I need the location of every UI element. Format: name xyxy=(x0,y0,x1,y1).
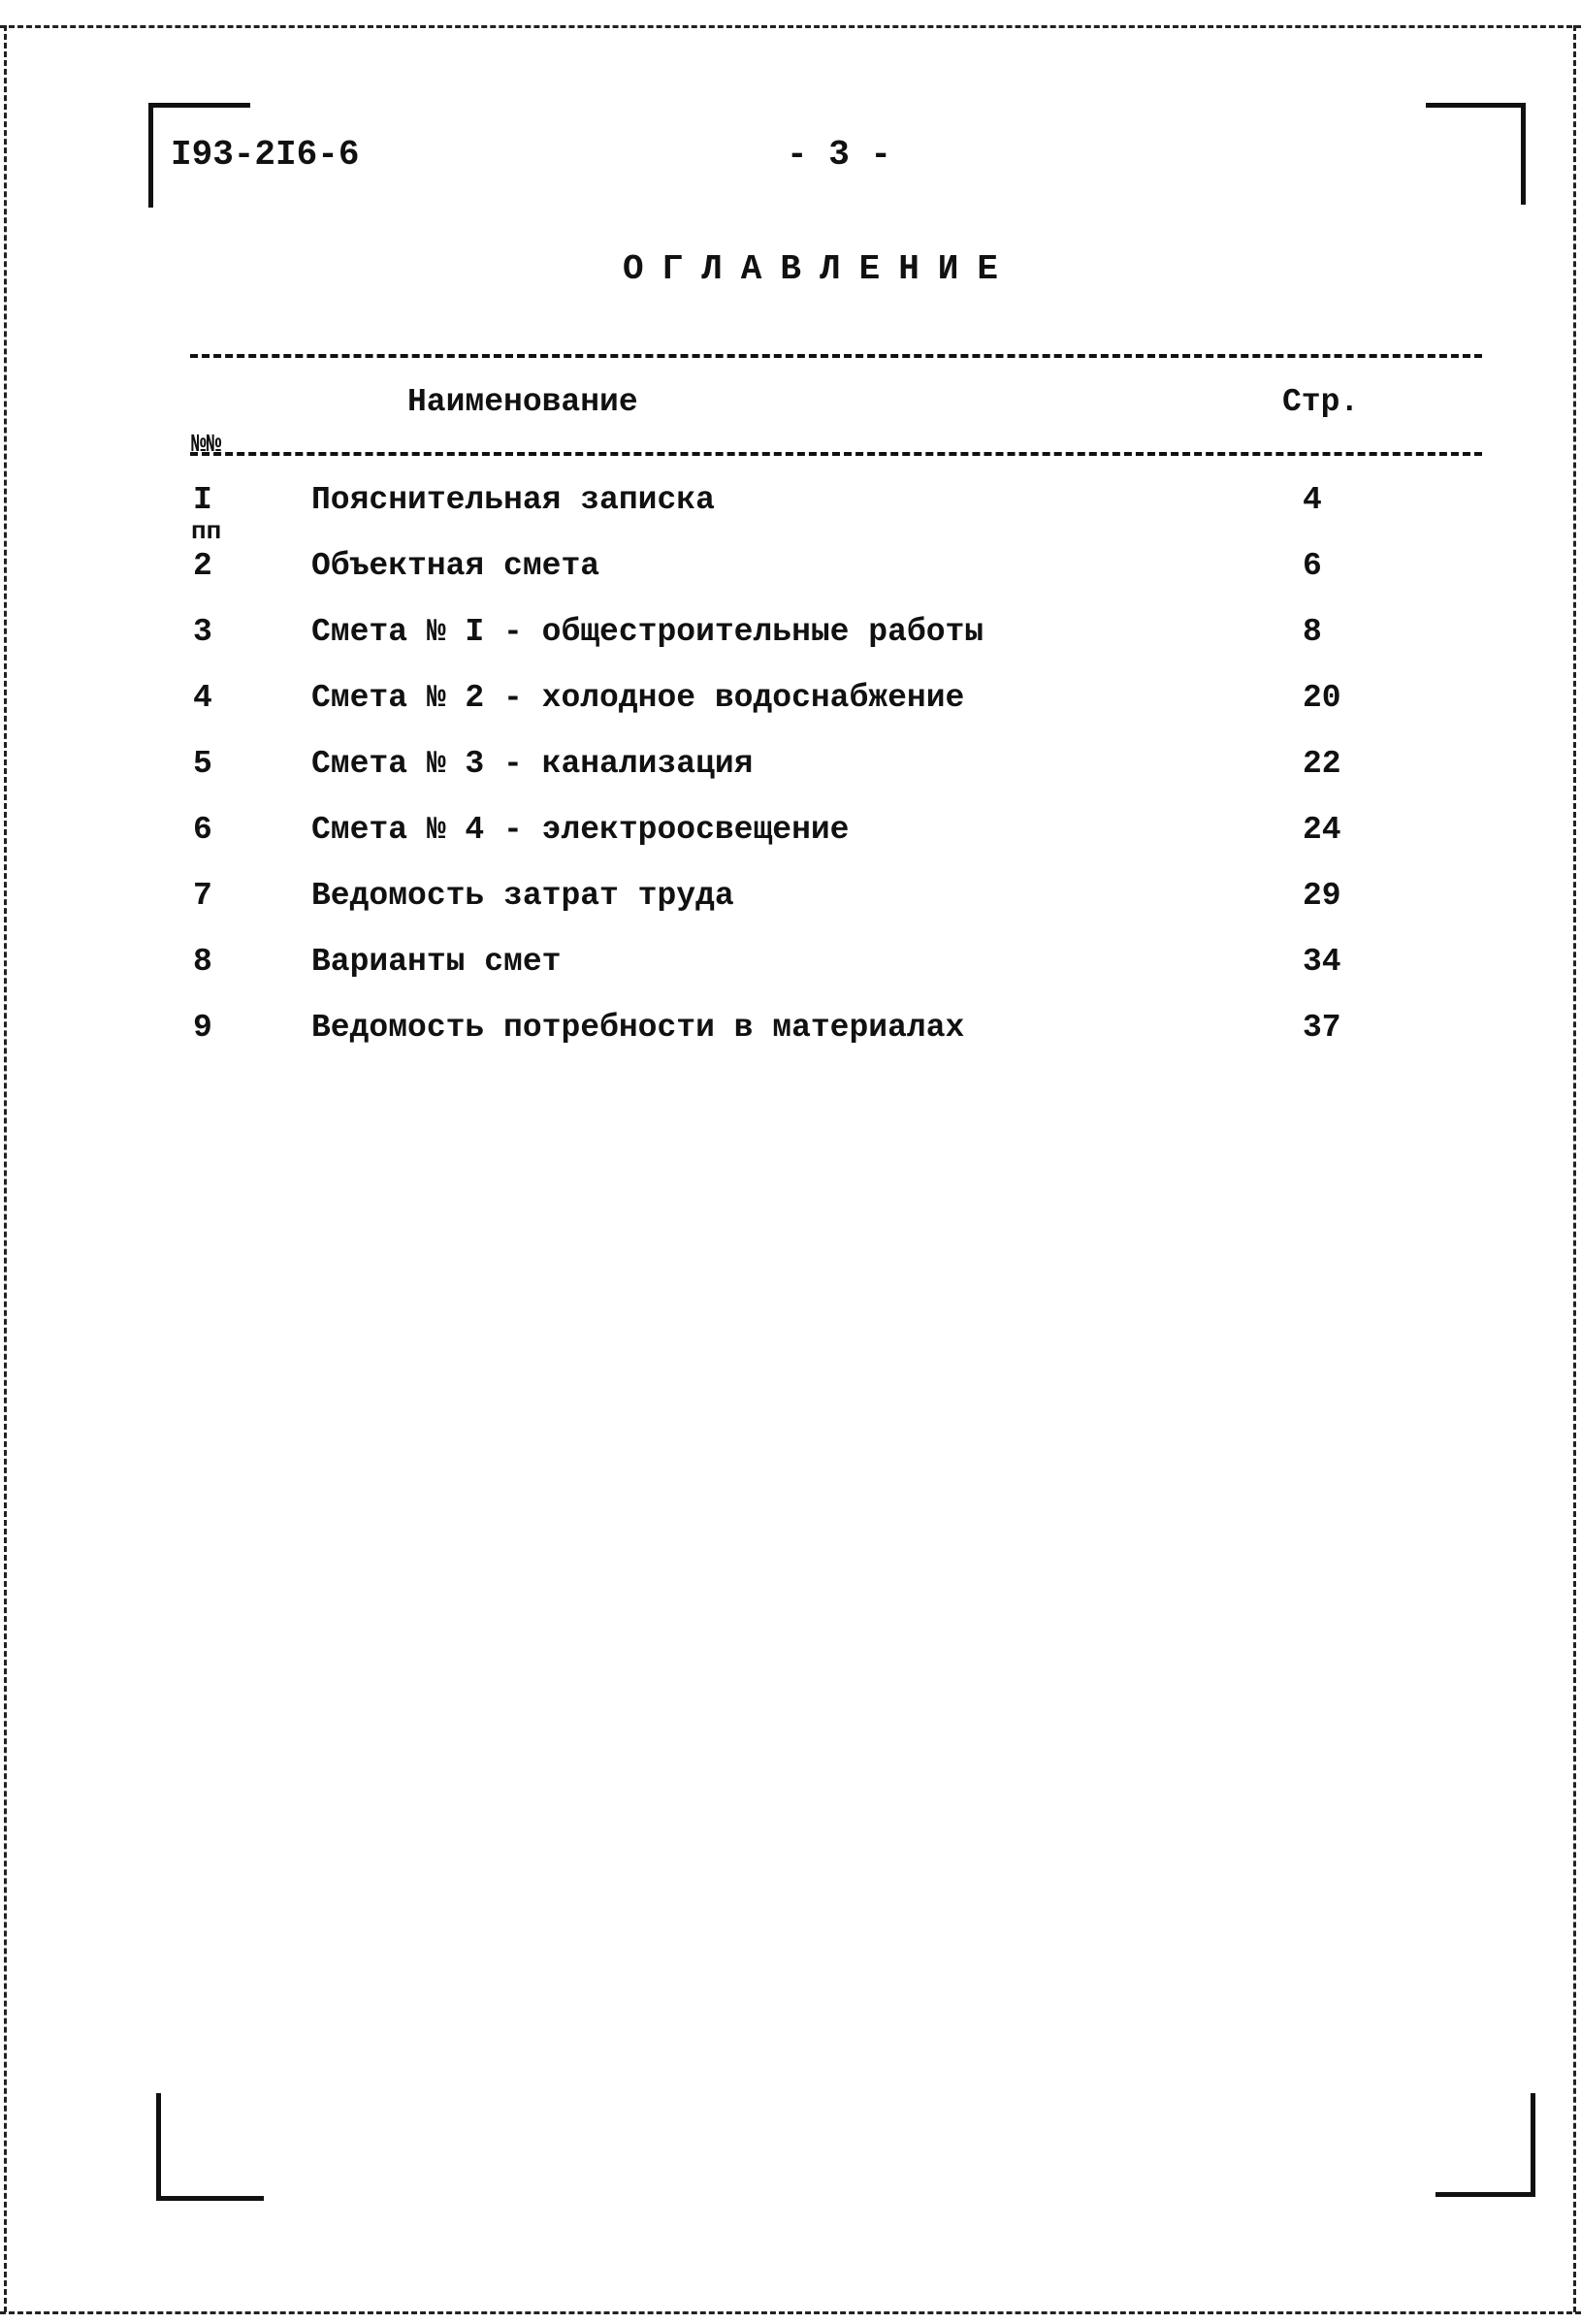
row-page: 6 xyxy=(1303,548,1322,584)
page-border-bottom xyxy=(0,2311,1581,2314)
document-code: I93-2I6-6 xyxy=(171,135,360,175)
page-border-top xyxy=(0,25,1581,28)
page-title: ОГЛАВЛЕНИЕ xyxy=(622,249,1017,289)
row-page: 24 xyxy=(1303,812,1341,848)
row-number: 9 xyxy=(193,1010,212,1046)
row-number: 3 xyxy=(193,614,212,650)
row-number: 6 xyxy=(193,812,212,848)
page-border-right xyxy=(1573,25,1576,2312)
row-number: 7 xyxy=(193,878,212,914)
row-page: 22 xyxy=(1303,746,1341,782)
column-header-page: Стр. xyxy=(1282,384,1360,420)
row-number: 5 xyxy=(193,746,212,782)
row-title: Смета № 3 - канализация xyxy=(311,746,754,782)
table-header-rule xyxy=(190,452,1482,456)
table-row xyxy=(0,880,1581,919)
column-header-number-line1: №№ xyxy=(191,430,222,459)
row-title: Пояснительная записка xyxy=(311,482,715,518)
page-border-left xyxy=(4,25,7,2312)
table-row xyxy=(0,748,1581,787)
row-title: Варианты смет xyxy=(311,944,562,980)
table-row xyxy=(0,1012,1581,1050)
row-number: 8 xyxy=(193,944,212,980)
row-page: 20 xyxy=(1303,680,1341,716)
row-number: 2 xyxy=(193,548,212,584)
corner-mark-top-right xyxy=(1426,103,1526,205)
row-title: Ведомость затрат труда xyxy=(311,878,734,914)
column-header-number-line2: пп xyxy=(191,517,222,546)
row-title: Смета № I - общестроительные работы xyxy=(311,614,984,650)
row-page: 37 xyxy=(1303,1010,1341,1046)
column-header-name: Наименование xyxy=(407,384,638,420)
table-row xyxy=(0,484,1581,523)
table-row xyxy=(0,550,1581,589)
column-header-number xyxy=(191,371,240,575)
page-number: - 3 - xyxy=(786,135,892,175)
corner-mark-bottom-left xyxy=(156,2093,264,2201)
row-page: 34 xyxy=(1303,944,1341,980)
table-row xyxy=(0,946,1581,984)
corner-mark-bottom-right xyxy=(1436,2093,1535,2197)
row-page: 29 xyxy=(1303,878,1341,914)
table-row xyxy=(0,616,1581,655)
row-title: Смета № 2 - холодное водоснабжение xyxy=(311,680,965,716)
row-page: 4 xyxy=(1303,482,1322,518)
table-row xyxy=(0,682,1581,721)
row-title: Смета № 4 - электроосвещение xyxy=(311,812,850,848)
row-number: I xyxy=(193,482,212,518)
table-row xyxy=(0,814,1581,853)
row-page: 8 xyxy=(1303,614,1322,650)
row-title: Объектная смета xyxy=(311,548,600,584)
row-number: 4 xyxy=(193,680,212,716)
row-title: Ведомость потребности в материалах xyxy=(311,1010,965,1046)
table-top-rule xyxy=(190,354,1482,358)
